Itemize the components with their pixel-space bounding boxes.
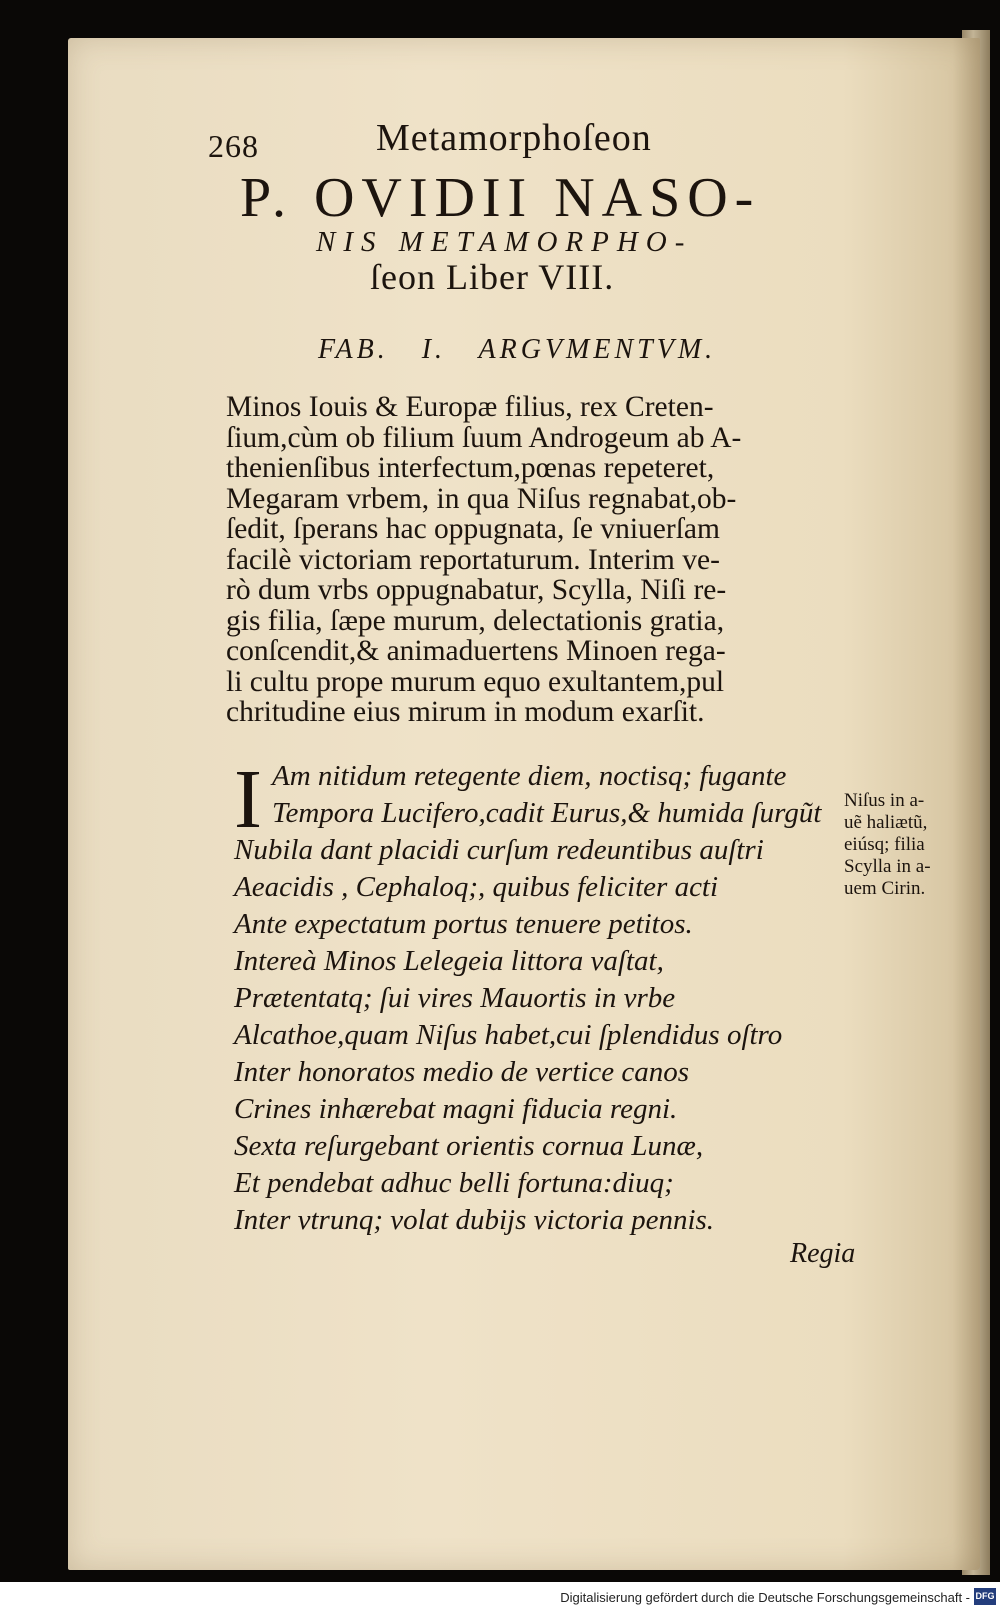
drop-cap: I xyxy=(234,753,262,846)
footer-bar xyxy=(0,1582,1000,1615)
verse-line: Ante expectatum portus tenuere petitos. xyxy=(234,908,693,940)
marginal-note-line: uem Cirin. xyxy=(844,878,926,899)
argument-line: chritudine eius mirum in modum exarſit. xyxy=(226,696,705,728)
running-title: Metamorphoſeon xyxy=(376,117,652,159)
marginal-note-line: uẽ haliætũ, xyxy=(844,812,928,833)
verse-line: Inter vtrunq; volat dubijs victoria pennis. xyxy=(234,1204,715,1236)
marginal-note-line: Niſus in a- xyxy=(844,790,925,811)
verse-line: Prætentatq; ſui vires Mauortis in vrbe xyxy=(234,982,676,1014)
argument-line: thenienſibus interfectum,pœnas repeteret, xyxy=(226,452,715,484)
argument-line: ſium,cùm ob filium ſuum Androgeum ab A- xyxy=(226,421,742,454)
verse-line: Sexta reſurgebant orientis cornua Lunæ, xyxy=(234,1130,704,1162)
verse-line: Aeacidis , Cephaloq;, quibus feliciter acti xyxy=(234,871,719,903)
marginal-note xyxy=(844,790,964,900)
argument-paragraph xyxy=(226,392,866,728)
verse-line: Et pendebat adhuc belli fortuna:diuq; xyxy=(234,1167,674,1199)
verse-line: Nubila dant placidi curſum redeuntibus auſtri xyxy=(234,834,764,866)
verse-line: Alcathoe,quam Niſus habet,cui ſplendidus oſtro xyxy=(234,1019,783,1051)
page-number: 268 xyxy=(208,128,259,164)
argument-line: facilè victoriam reportaturum. Interim ve- xyxy=(226,543,720,576)
argument-line: conſcendit,& animaduertens Minoen rega- xyxy=(226,635,726,667)
argument-line: rò dum vrbs oppugnabatur, Scylla, Niſi re- xyxy=(226,574,727,606)
verse-line: Tempora Lucifero,cadit Eurus,& humida ſurgũt xyxy=(272,797,822,829)
verse-line: Inter honoratos medio de vertice canos xyxy=(234,1056,690,1088)
catchword: Regia xyxy=(790,1238,856,1269)
argument-line: gis filia, ſæpe murum, delectationis gratia, xyxy=(226,604,725,637)
verse-line: Am nitidum retegente diem, noctisq; fugante xyxy=(272,760,787,792)
fable-heading: FAB. I. ARGVMENTVM. xyxy=(318,334,717,365)
title-line-1: P. OVIDII NASO- xyxy=(240,167,761,229)
marginal-note-line: Scylla in a- xyxy=(844,856,931,877)
argument-line: li cultu prope murum equo exultantem,pul xyxy=(226,665,725,698)
argument-line: ſedit, ſperans hac oppugnata, ſe vniuerſam xyxy=(226,513,720,545)
poem-verses xyxy=(234,753,874,1239)
running-header xyxy=(208,108,848,168)
marginal-note-line: eiúsq; filia xyxy=(844,834,925,855)
argument-line: Minos Iouis & Europæ filius, rex Creten- xyxy=(226,391,714,423)
verse-line: Intereà Minos Lelegeia littora vaſtat, xyxy=(234,945,664,977)
verse-line: Crines inhærebat magni fiducia regni. xyxy=(234,1093,678,1125)
dfg-logo: DFG xyxy=(974,1588,996,1605)
argument-line: Megaram vrbem, in qua Niſus regnabat,ob- xyxy=(226,482,737,515)
title-line-2: NIS METAMORPHO- xyxy=(316,226,693,258)
digitization-credit: Digitalisierung gefördert durch die Deutsche Forschungsgemeinschaft - xyxy=(560,1590,970,1605)
title-line-3: ſeon Liber VIII. xyxy=(370,257,615,297)
